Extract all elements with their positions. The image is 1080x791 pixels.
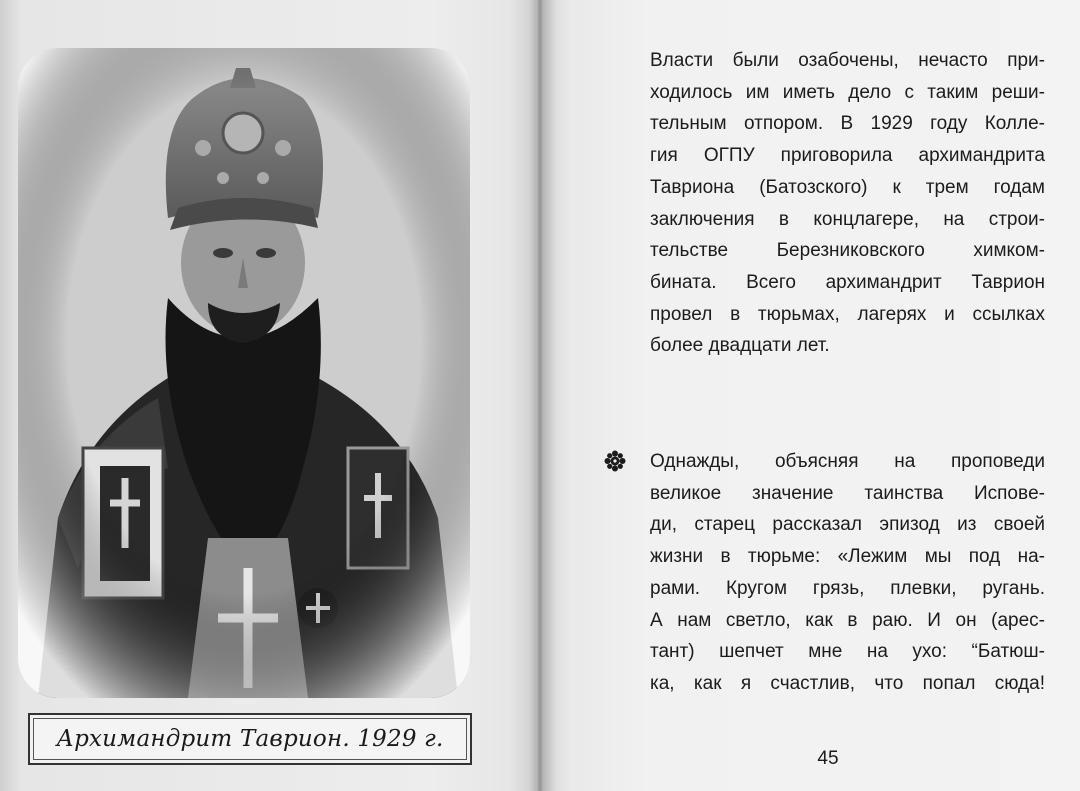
text-line: тельным отпором. В 1929 году Колле- (650, 113, 1045, 135)
paragraph-2 (650, 446, 1045, 700)
text-line: Власти были озабочены, нечасто при- (650, 50, 1045, 71)
paragraph-1 (650, 45, 1045, 362)
text-line: бината. Всего архимандрит Таврион (650, 271, 1045, 293)
text-line: гия ОГПУ приговорила архимандрита (650, 145, 1045, 167)
portrait-photo (18, 48, 470, 698)
text-line: великое значение таинства Исповe- (650, 482, 1045, 504)
text-line: ка, как я счастлив, что попал сюда! (650, 672, 1045, 694)
text-line: рами. Кругом грязь, плевки, ругань. (650, 577, 1045, 599)
text-line: заключения в концлагере, на строи- (650, 208, 1045, 230)
text-line: ходилось им иметь дело с таким реши- (650, 81, 1045, 103)
text-line: тельстве Березниковского химком- (650, 240, 1045, 262)
text-line: ди, старец рассказал эпизод из своей (650, 514, 1045, 536)
text-line: А нам светло, как в раю. И он (арес- (650, 609, 1045, 631)
portrait-image (18, 48, 470, 698)
text-line: Однажды, объясняя на проповеди (650, 451, 1045, 472)
text-line: тант) шепчет мне на ухо: “Батюш- (650, 641, 1045, 663)
text-line: провел в тюрьмах, лагерях и ссылках (650, 303, 1045, 325)
photo-caption: Архимандрит Таврион. 1929 г. (56, 726, 444, 752)
text-line: более двадцати лет. (650, 335, 830, 357)
text-line: Тавриона (Батозского) к трем годам (650, 176, 1045, 198)
page-number: 45 (817, 748, 839, 769)
photo-caption-frame (28, 713, 472, 765)
text-line: жизни в тюрьме: «Лежим мы под на- (650, 546, 1045, 568)
flower-bullet-icon (604, 450, 626, 472)
left-page (0, 0, 538, 791)
